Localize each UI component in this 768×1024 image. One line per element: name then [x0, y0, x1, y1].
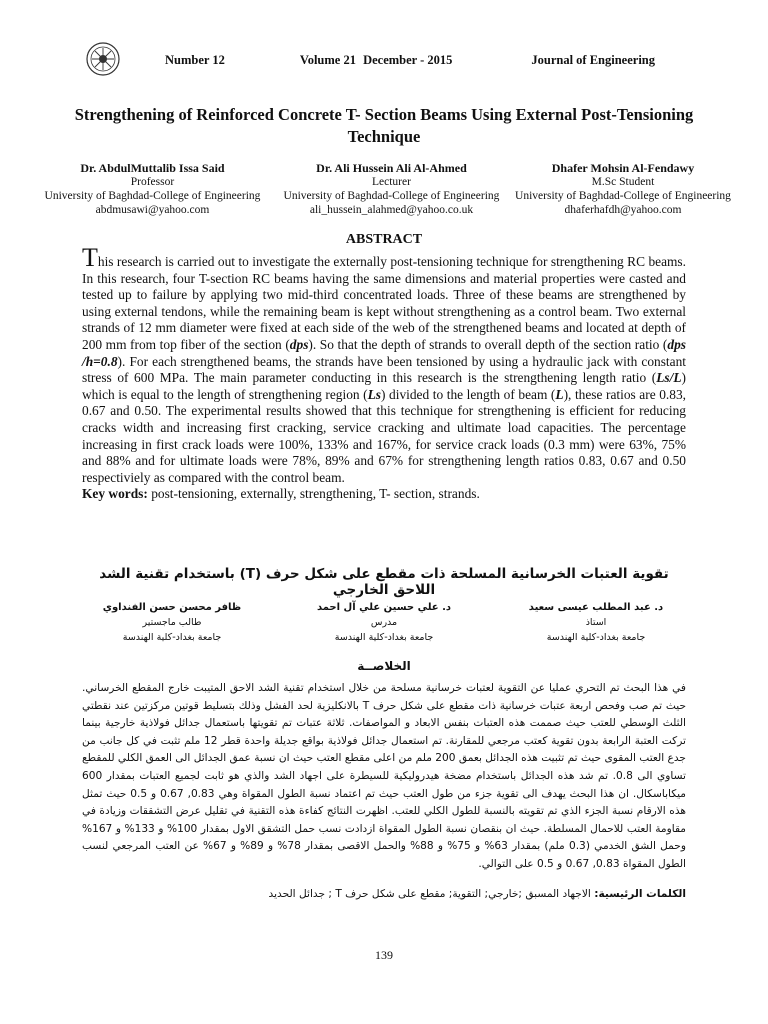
math-ratio: dps /h=0.8 [82, 336, 686, 369]
author-email: ali_hussein_alahmed@yahoo.co.uk [309, 204, 474, 216]
abstract-text: ) divided to the length of beam ( [381, 386, 556, 402]
math-lsl: Ls/L [656, 370, 682, 386]
author-name: Dr. Ali Hussein Ali Al-Ahmed [316, 161, 467, 175]
volume: Volume 21 [299, 53, 356, 67]
abstract-heading: ABSTRACT [345, 232, 423, 247]
arabic-keywords [82, 888, 686, 900]
arabic-author-role: طالب ماجستير [142, 617, 202, 628]
author-role: Professor [130, 176, 175, 188]
arabic-author-affiliation: جامعة بغداد-كلية الهندسة [122, 632, 222, 643]
math-dps: dps [289, 336, 309, 352]
arabic-author-3 [82, 600, 262, 645]
journal-name: Journal of Engineering [531, 53, 655, 67]
author-email: abdmusawi@yahoo.com [95, 204, 210, 216]
author-affiliation: University of Baghdad-College of Engineering [44, 190, 261, 202]
arabic-abstract-heading: الخلاصــة [357, 659, 411, 673]
author-3 [506, 161, 740, 217]
arabic-author-affiliation: جامعة بغداد-كلية الهندسة [546, 632, 646, 643]
arabic-title: تقوية العتبات الخرسانية المسلحة ذات مقطع على شكل حرف (T) باستخدام تقنية الشد اللاحق الخارجي [99, 566, 669, 598]
arabic-keywords-text: الاجهاد المسبق ;خارجي; التقوية; مقطع على شكل حرف T ; جدائل الحديد [268, 888, 595, 900]
arabic-abstract: في هذا البحث تم التحري عمليا عن التقوية لعتبات خرسانية مسلحة من خلال استخدام تقنية الشد الاحق المتيبت خارج المقطع الخرساني. حيث تم صب وفحص اربعة عتبات خرسانية ذات مقطع على شكل حرف T بالانكليزية لحد الفشل وذلك بتسليط قوتين مركزتين عند نقطتي الثلث الوسطي للعتب حيث صممت هذه العتبات بنفس الابعاد و المواصفات. ثلاثة عتبات تم تقويتها باستعمال جدائل فولاذية خارجية بينما تركت العتبة الرابعة بدون تقوية كعتب مرجعي للمقارنة. تم استعمال جدائل فولاذية بواقع جديلة واحدة قطر 12 ملم تثبت في كل جانب من جدع العتب المقوى حيث تم تثبيت هذه الجدائل بعمق 200 ملم من اعلى مقطع العتب حيث ان نسبة عمق الجدائل الى العمق الكلي للمقطع تساوي الى 0.8. تم شد هذه الجدائل باستخدام مضخة هيدروليكية للسيطرة على اجهاد الشد والذي هو ثابت لجميع العتبات بمقدار 600 ميكاباسكال. ان هذا البحث يهدف الى تقوية جزء من طول العتب حيث تم اعتماد نسبة الطول المقواة وهي 0.83, 0.67 و 0.5 حيث تمثل هذه الارقام نسبة الجزء الذي تم تقويته بالنسبة للطول الكلي للعتب. اظهرت النتائج كفاءة هذه التقنية في تقليل عرض التشققات وزيادة في مقاومة العتب للاحمال المسلطة. حيث ان بنقصان نسبة الطول المقواة ازدادت نسب حمل التشقق الاول بمقدار 100% و 133% و 167% وحمل الشق الخدمي (0.3 ملم) بمقدار 63% و 75% و 88% والحمل الاقصى بمقدار 78% و 89% و 67% عن العتب المرجعي لنسب الطول المقواة 0.83, 0.67 و 0.5 على التوالي. [82, 682, 686, 870]
keywords-text: post-tensioning, externally, strengthening, T- section, strands. [147, 486, 480, 502]
author-email: dhaferhafdh@yahoo.com [564, 204, 682, 216]
author-role: M.Sc Student [591, 176, 655, 188]
issue-number: Number 12 [165, 53, 225, 67]
arabic-author-name: ظافر محسن حسن الفنداوي [102, 602, 242, 613]
abstract-text: ). So that the depth of strands to overall depth of the section ratio ( [308, 336, 668, 352]
date: December - 2015 [363, 53, 453, 67]
author-2 [277, 161, 506, 217]
arabic-author-role: مدرس [370, 617, 398, 628]
author-name: Dr. AbdulMuttalib Issa Said [80, 161, 225, 175]
author-name: Dhafer Mohsin Al-Fendawy [551, 161, 695, 175]
arabic-authors [82, 600, 686, 645]
abstract-body [82, 243, 686, 503]
math-ls: Ls [367, 386, 382, 402]
authors [28, 161, 740, 217]
arabic-author-2 [294, 600, 474, 645]
arabic-author-role: استاذ [585, 617, 607, 628]
author-role: Lecturer [371, 176, 411, 188]
abstract-text: his research is carried out to investigate the externally post-tensioning technique for strengthening RC beams. In this research, four T-section RC beams having the same dimensions and material properties were casted and tested up to failure by applying two mid-third concentrated loads. Three of these beams are strengthened by using external tendons, while the remaining beam is kept without strengthening as a control beam. Two external strands of 12 mm diameter were fixed at each side of the web of the strengthened beams and located at depth of 200 mm from top fiber of the section ( [82, 254, 686, 352]
author-1 [28, 161, 277, 217]
keywords-label: Key words: [82, 486, 148, 502]
author-affiliation: University of Baghdad-College of Engineering [515, 190, 731, 202]
volume-date [300, 53, 457, 68]
math-l: L [555, 386, 564, 402]
arabic-author-affiliation: جامعة بغداد-كلية الهندسة [334, 632, 434, 643]
abstract-text: ), these ratios are 0.83, 0.67 and 0.50. The experimental results showed that this technique for strengthening is efficient for reducing cracks width and increasing first cracking, service cracking and ultimate load capacities. The percentage increasing in first crack loads were 100%, 133% and 167%, for service crack loads (0.3 mm) were 63%, 75% and 88% and for ultimate loads were 78%, 89% and 67% for strengthening length ratios 0.83, 0.67 and 0.50 respectiviely as compared with the control beam. [82, 386, 686, 485]
page-number: 139 [375, 948, 393, 962]
university-seal-icon [86, 42, 120, 76]
abstract-text: ) which is equal to the length of strengthening region ( [82, 370, 686, 402]
arabic-author-name: د. عبد المطلب عيسى سعيد [528, 602, 664, 613]
arabic-author-1 [506, 600, 686, 645]
author-affiliation: University of Baghdad-College of Engineering [283, 190, 500, 202]
dropcap: T [82, 243, 98, 272]
arabic-author-name: د. علي حسين علي آل احمد [316, 602, 452, 613]
arabic-keywords-label: الكلمات الرئيسية: [594, 888, 686, 900]
journal-header [165, 53, 655, 68]
keywords [82, 486, 686, 503]
abstract-text: ). For each strengthened beams, the strands have been tensioned by using a hydraulic jack with constant stress of 600 MPa. The main parameter conducting in this research is the strengthening length ratio ( [82, 353, 686, 386]
paper-title: Strengthening of Reinforced Concrete T- Section Beams Using External Post-Tensioning Technique [74, 105, 694, 146]
